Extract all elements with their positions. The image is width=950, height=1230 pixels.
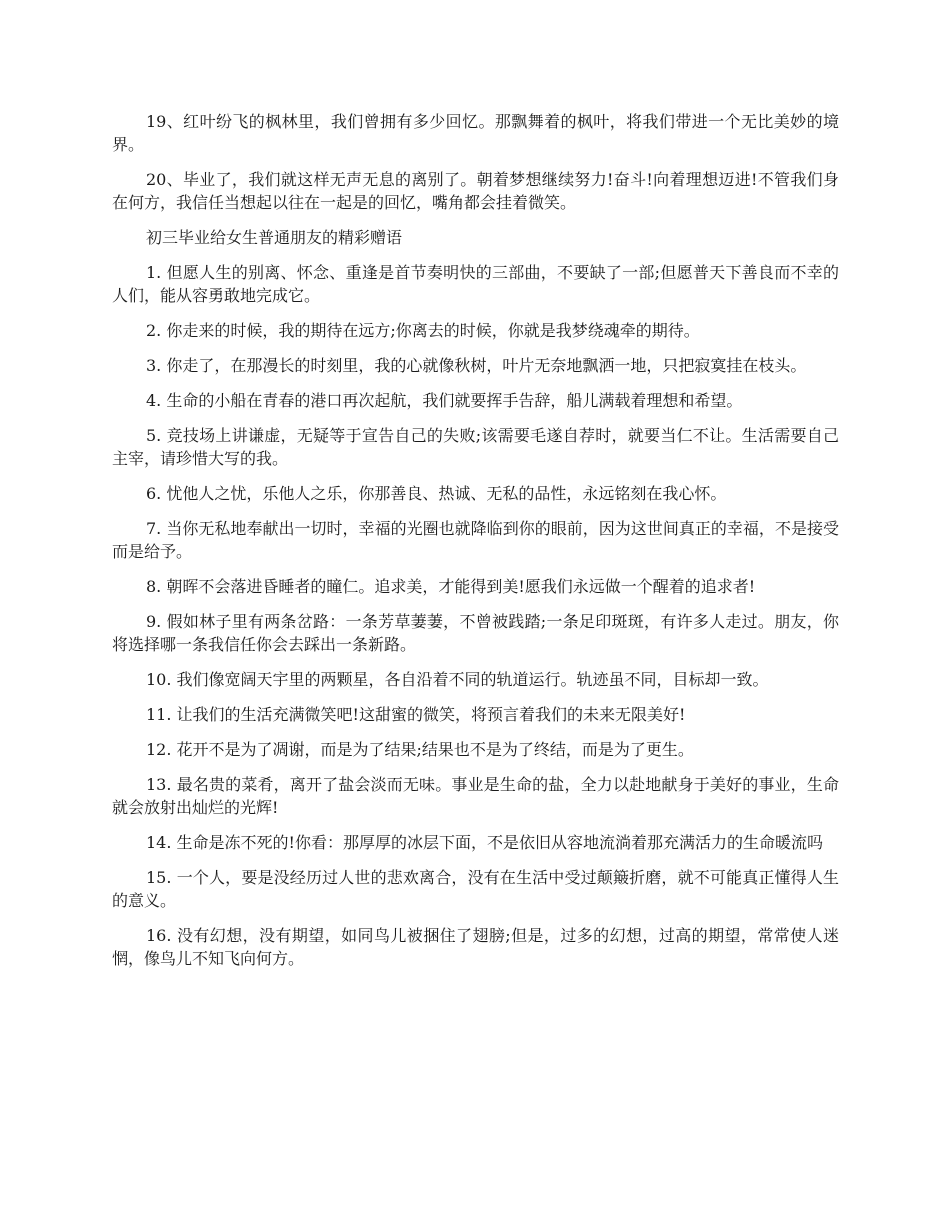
paragraph: 3. 你走了，在那漫长的时刻里，我的心就像秋树，叶片无奈地飘洒一地，只把寂寞挂在枝头。 xyxy=(146,356,807,375)
paragraph: 16. 没有幻想，没有期望，如同鸟儿被捆住了翅膀;但是，过多的幻想，过高的期望，常常使人迷惘，像鸟儿不知飞向何方。 xyxy=(112,926,839,968)
paragraph: 9. 假如林子里有两条岔路：一条芳草萋萋，不曾被践踏;一条足印斑斑，有许多人走过。朋友，你将选择哪一条我信任你会去踩出一条新路。 xyxy=(112,612,839,654)
paragraph: 20、毕业了，我们就这样无声无息的离别了。朝着梦想继续努力!奋斗!向着理想迈进!不管我们身在何方，我信任当想起以往在一起是的回忆，嘴角都会挂着微笑。 xyxy=(112,170,839,212)
paragraph: 2. 你走来的时候，我的期待在远方;你离去的时候，你就是我梦绕魂牵的期待。 xyxy=(146,321,700,340)
paragraph: 13. 最名贵的菜肴，离开了盐会淡而无味。事业是生命的盐，全力以赴地献身于美好的事业，生命就会放射出灿烂的光辉! xyxy=(112,775,839,817)
paragraph: 12. 花开不是为了凋谢，而是为了结果;结果也不是为了终结，而是为了更生。 xyxy=(146,740,694,759)
paragraph: 6. 忧他人之忧，乐他人之乐，你那善良、热诚、无私的品性，永远铭刻在我心怀。 xyxy=(146,484,727,503)
section-heading: 初三毕业给女生普通朋友的精彩赠语 xyxy=(146,228,403,247)
paragraph: 19、红叶纷飞的枫林里，我们曾拥有多少回忆。那飘舞着的枫叶，将我们带进一个无比美妙的境界。 xyxy=(112,112,839,154)
paragraph: 1. 但愿人生的别离、怀念、重逢是首节奏明快的三部曲，不要缺了一部;但愿普天下善良而不幸的人们，能从容勇敢地完成它。 xyxy=(112,263,839,305)
paragraph: 7. 当你无私地奉献出一切时，幸福的光圈也就降临到你的眼前，因为这世间真正的幸福，不是接受而是给予。 xyxy=(112,519,839,561)
document-body xyxy=(112,110,839,982)
paragraph: 11. 让我们的生活充满微笑吧!这甜蜜的微笑，将预言着我们的未来无限美好! xyxy=(146,705,686,724)
paragraph: 14. 生命是冻不死的!你看：那厚厚的冰层下面，不是依旧从容地流淌着那充满活力的生命暖流吗 xyxy=(146,833,823,852)
paragraph: 15. 一个人，要是没经历过人世的悲欢离合，没有在生活中受过颠簸折磨，就不可能真正懂得人生的意义。 xyxy=(112,868,839,910)
paragraph: 4. 生命的小船在青春的港口再次起航，我们就要挥手告辞，船儿满载着理想和希望。 xyxy=(146,391,743,410)
paragraph: 5. 竞技场上讲谦虚，无疑等于宣告自己的失败;该需要毛遂自荐时，就要当仁不让。生活需要自己主宰，请珍惜大写的我。 xyxy=(112,426,839,468)
paragraph: 8. 朝晖不会落进昏睡者的瞳仁。追求美，才能得到美!愿我们永远做一个醒着的追求者! xyxy=(146,577,756,596)
paragraph: 10. 我们像宽阔天宇里的两颗星，各自沿着不同的轨道运行。轨迹虽不同，目标却一致。 xyxy=(146,670,769,689)
